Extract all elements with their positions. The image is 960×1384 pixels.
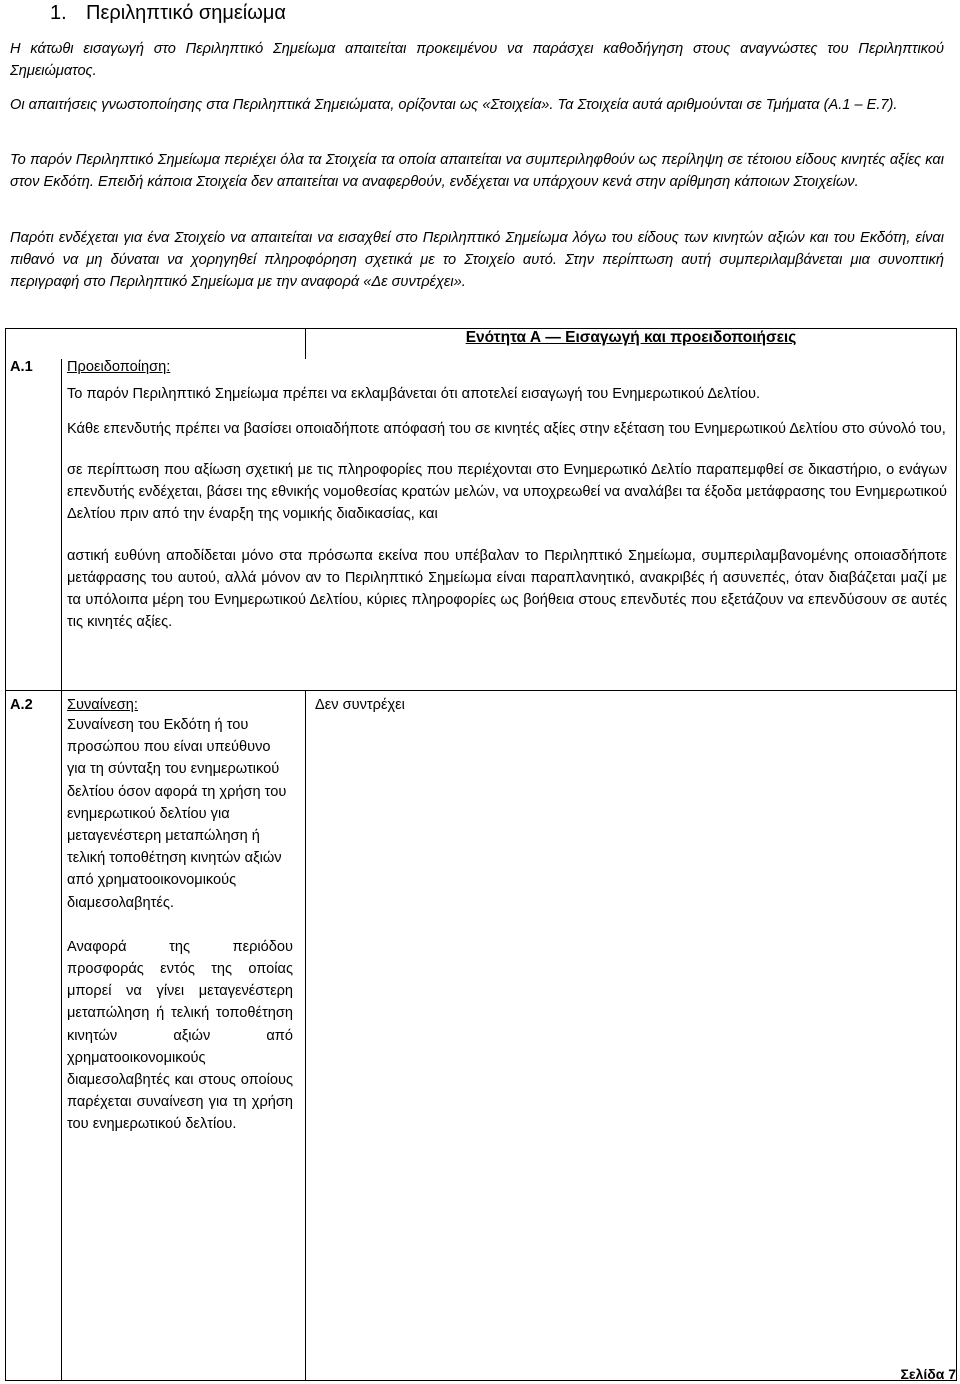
- element-title-a2: Συναίνεση:: [67, 697, 138, 713]
- element-content-a1: [62, 359, 957, 691]
- a1-paragraph-4: αστική ευθύνη αποδίδεται μόνο στα πρόσωπα εκείνα που υπέβαλαν το Περιληπτικό Σημείωμα, συμπεριλαμβανομένης οποιασδήποτε μετάφρασης του αυτού, αλλά μόνον αν το Περιληπτικό Σημείωμα είναι παραπλανητικό, ανακριβές ή ασυνεπές, όταν διαβάζεται μαζί με τα υπόλοιπα μέρη του Ενημερωτικού Δελτίου, κύριες πληροφορίες ως βοήθεια στους επενδυτές που εξετάζουν να επενδύσουν σε αυτές τις κινητές αξίες.: [67, 547, 947, 631]
- element-value-a2: Δεν συντρέχει: [306, 691, 957, 1381]
- heading-number: 1.: [50, 2, 67, 24]
- a2-description-2: Αναφορά της περιόδου προσφοράς εντός της οποίας μπορεί να γίνει μεταγενέστερη μεταπώληση ή τελική τοποθέτηση κινητών αξιών από χρηματοοικονομικούς διαμεσολαβητές και στους οποίους παρέχεται συναίνεση για τη χρήση του ενημερωτικού δελτίου.: [67, 938, 293, 1133]
- intro-paragraph-3: Το παρόν Περιληπτικό Σημείωμα περιέχει όλα τα Στοιχεία τα οποία απαιτείται να συμπεριληφθούν ως περίληψη σε τέτοιου είδους κινητές αξίες και στον Εκδότη. Επειδή κάποια Στοιχεία δεν απαιτείται να αναφερθούν, ενδέχεται να υπάρχουν κενά στην αρίθμηση κάποιων Στοιχείων.: [10, 152, 944, 191]
- intro-paragraph-1: Η κάτωθι εισαγωγή στο Περιληπτικό Σημείωμα απαιτείται προκειμένου να παράσχει καθοδήγηση στους αναγνώστες του Περιληπτικού Σημειώματος.: [10, 41, 944, 80]
- section-heading: [50, 2, 286, 25]
- summary-table: [5, 328, 957, 1381]
- a1-paragraph-1: Το παρόν Περιληπτικό Σημείωμα πρέπει να εκλαμβάνεται ότι αποτελεί εισαγωγή του Ενημερωτικού Δελτίου.: [67, 385, 761, 402]
- a1-paragraph-3: σε περίπτωση που αξίωση σχετική με τις πληροφορίες που περιέχονται στο Ενημερωτικό Δελτίο παραπεμφθεί σε δικαστήριο, ο ενάγων επενδυτής ενδέχεται, βάσει της εθνικής νομοθεσίας κρατών μελών, να υποχρεωθεί να αναλάβει τα έξοδα μετάφρασης του Ενημερωτικού Δελτίου πριν από την έναρξη της νομικής διαδικασίας, και: [67, 461, 947, 523]
- element-title-a1: Προειδοποίηση:: [67, 358, 171, 375]
- element-id-a1: Α.1: [6, 359, 62, 691]
- section-title-row: [6, 329, 957, 359]
- a1-paragraph-2: Κάθε επενδυτής πρέπει να βασίσει οποιαδήποτε απόφασή του σε κινητές αξίες στην εξέταση του Ενημερωτικού Δελτίου στο σύνολό του,: [67, 420, 946, 437]
- page-number: Σελίδα 7: [900, 1366, 956, 1382]
- heading-title: Περιληπτικό σημείωμα: [86, 2, 286, 24]
- element-label-a2: [62, 691, 306, 1381]
- a2-description-1: Συναίνεση του Εκδότη ή του προσώπου που είναι υπεύθυνο για τη σύνταξη του ενημερωτικού δελτίου όσον αφορά τη χρήση του ενημερωτικού δελτίου για μεταγενέστερη μεταπώληση ή τελική τοποθέτηση κινητών αξιών από χρηματοοικονομικούς διαμεσολαβητές.: [67, 717, 287, 911]
- section-title: Ενότητα Α — Εισαγωγή και προειδοποιήσεις: [306, 329, 957, 359]
- element-id-a2: Α.2: [6, 691, 62, 1381]
- element-row-a2: [6, 691, 957, 1381]
- element-row-a1: [6, 359, 957, 691]
- intro-paragraph-2: Οι απαιτήσεις γνωστοποίησης στα Περιληπτικά Σημειώματα, ορίζονται ως «Στοιχεία». Τα Στοιχεία αυτά αριθμούνται σε Τμήματα (Α.1 – Ε.7).: [10, 97, 898, 113]
- intro-paragraph-4: Παρότι ενδέχεται για ένα Στοιχείο να απαιτείται να εισαχθεί στο Περιληπτικό Σημείωμα λόγω του είδους των κινητών αξιών και του Εκδότη, είναι πιθανό να μη δύναται να χορηγηθεί πληροφόρηση σχετικά με το Στοιχείο αυτό. Στην περίπτωση αυτή συμπεριλαμβάνεται μια συνοπτική περιγραφή στο Περιληπτικό Σημείωμα με την αναφορά «Δε συντρέχει».: [10, 230, 944, 291]
